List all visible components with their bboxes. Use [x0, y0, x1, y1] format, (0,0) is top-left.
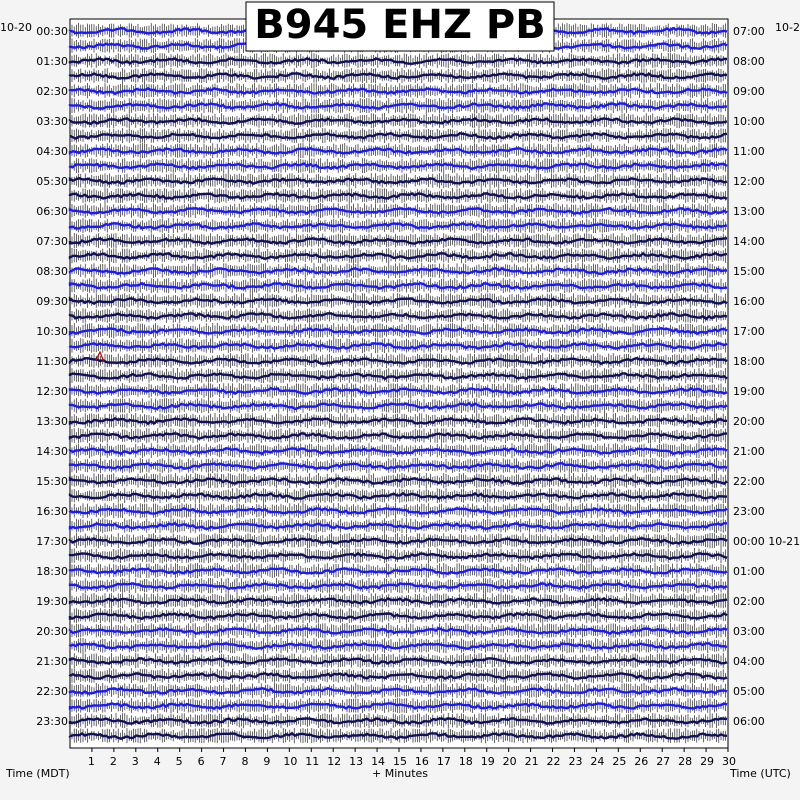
x-tick-label: 14 — [371, 755, 386, 768]
right-time-label: 21:00 — [733, 445, 765, 458]
x-tick-label: 4 — [153, 755, 161, 768]
x-tick-label: 23 — [568, 755, 583, 768]
right-time-label: 14:00 — [733, 235, 765, 248]
date-right-label: 10-2 — [775, 21, 800, 34]
left-time-label: 13:30 — [36, 415, 68, 428]
x-tick-label: 8 — [241, 755, 249, 768]
left-time-label: 10:30 — [36, 325, 68, 338]
right-time-label: 11:00 — [733, 145, 765, 158]
right-time-label: 22:00 — [733, 475, 765, 488]
left-time-label: 04:30 — [36, 145, 68, 158]
x-tick-label: 11 — [305, 755, 320, 768]
x-tick-label: 27 — [656, 755, 671, 768]
left-time-label: 08:30 — [36, 265, 68, 278]
left-time-label: 07:30 — [36, 235, 68, 248]
left-time-label: 02:30 — [36, 85, 68, 98]
left-time-label: 16:30 — [36, 505, 68, 518]
left-time-label: 15:30 — [36, 475, 68, 488]
right-time-label: 16:00 — [733, 295, 765, 308]
right-time-label: 00:00 10-21 — [733, 535, 800, 548]
x-tick-label: 22 — [546, 755, 561, 768]
right-time-label: 20:00 — [733, 415, 765, 428]
right-time-label: 19:00 — [733, 385, 765, 398]
left-axis-label: Time (MDT) — [6, 767, 70, 780]
right-time-label: 04:00 — [733, 655, 765, 668]
left-time-label: 01:30 — [36, 55, 68, 68]
right-time-label: 07:00 — [733, 25, 765, 38]
x-tick-label: 6 — [197, 755, 205, 768]
x-tick-group — [88, 748, 736, 768]
x-tick-label: 24 — [590, 755, 605, 768]
x-tick-label: 19 — [480, 755, 495, 768]
x-tick-label: 15 — [393, 755, 407, 768]
x-tick-label: 1 — [87, 755, 95, 768]
left-time-label: 11:30 — [36, 355, 68, 368]
x-tick-label: 17 — [436, 755, 451, 768]
left-time-label: 20:30 — [36, 625, 68, 638]
right-time-label: 03:00 — [733, 625, 765, 638]
x-tick-label: 26 — [634, 755, 649, 768]
left-time-label: 22:30 — [36, 685, 68, 698]
right-time-label: 17:00 — [733, 325, 765, 338]
right-time-label: 09:00 — [733, 85, 765, 98]
left-time-label: 06:30 — [36, 205, 68, 218]
left-time-label: 23:30 — [36, 715, 68, 728]
x-tick-label: 12 — [327, 755, 342, 768]
right-time-label: 13:00 — [733, 205, 765, 218]
x-tick-label: 10 — [283, 755, 298, 768]
x-tick-label: 9 — [263, 755, 271, 768]
right-time-label: 08:00 — [733, 55, 765, 68]
right-time-label: 10:00 — [733, 115, 765, 128]
x-tick-label: 3 — [131, 755, 139, 768]
right-time-label: 15:00 — [733, 265, 765, 278]
x-tick-label: 13 — [349, 755, 364, 768]
x-tick-label: 28 — [678, 755, 693, 768]
left-time-label: 12:30 — [36, 385, 68, 398]
right-time-label: 23:00 — [733, 505, 765, 518]
right-axis-label: Time (UTC) — [730, 767, 791, 780]
chart-title: B945 EHZ PB — [254, 2, 546, 48]
right-time-label: 05:00 — [733, 685, 765, 698]
x-tick-label: 29 — [700, 755, 715, 768]
left-time-label: 19:30 — [36, 595, 68, 608]
left-time-label: 21:30 — [36, 655, 68, 668]
x-tick-label: 20 — [502, 755, 517, 768]
left-time-label: 09:30 — [36, 295, 68, 308]
left-time-label: 00:30 — [36, 25, 68, 38]
bottom-axis-label: + Minutes — [371, 767, 429, 780]
x-tick-label: 30 — [722, 755, 736, 768]
date-left-label: 10-20 — [0, 21, 32, 34]
left-time-label: 05:30 — [36, 175, 68, 188]
left-time-labels — [36, 25, 68, 728]
left-time-label: 18:30 — [36, 565, 68, 578]
right-time-label: 12:00 — [733, 175, 765, 188]
right-time-label: 06:00 — [733, 715, 765, 728]
left-time-label: 17:30 — [36, 535, 68, 548]
right-time-labels — [733, 25, 800, 728]
right-time-label: 02:00 — [733, 595, 765, 608]
x-tick-label: 18 — [458, 755, 473, 768]
right-time-label: 18:00 — [733, 355, 765, 368]
x-tick-label: 2 — [109, 755, 117, 768]
x-tick-label: 21 — [524, 755, 539, 768]
right-time-label: 01:00 — [733, 565, 765, 578]
plot-area — [70, 19, 728, 748]
x-tick-label: 7 — [219, 755, 227, 768]
x-tick-label: 25 — [612, 755, 627, 768]
x-tick-label: 16 — [414, 755, 429, 768]
left-time-label: 03:30 — [36, 115, 68, 128]
x-tick-label: 5 — [175, 755, 183, 768]
left-time-label: 14:30 — [36, 445, 68, 458]
